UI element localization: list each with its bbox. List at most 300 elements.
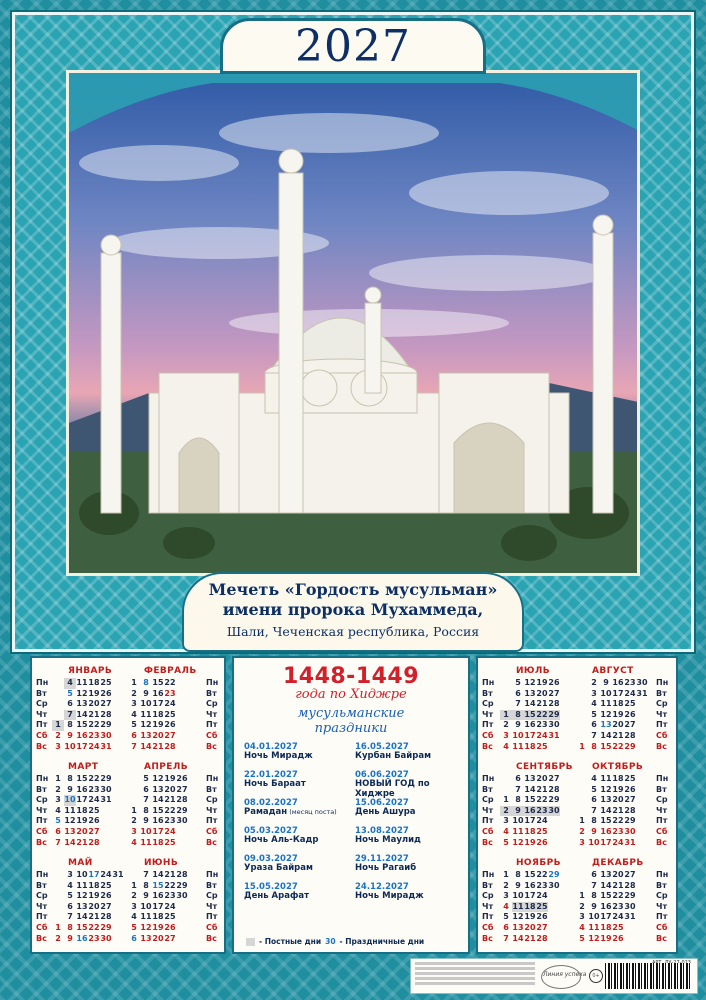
day-cell xyxy=(176,912,188,923)
day-cell: 20 xyxy=(88,699,100,709)
weekday-label: Вт xyxy=(482,784,493,794)
weekday-label: Ср xyxy=(482,891,494,901)
day-cell: 21 xyxy=(536,784,548,794)
calendar-right-half xyxy=(476,656,678,954)
day-cell xyxy=(100,816,112,827)
weekday-label: Ср xyxy=(36,795,48,805)
weekday-label: Пт xyxy=(36,720,48,730)
day-cell: 4 xyxy=(503,741,509,751)
day-cell: 6 xyxy=(515,688,521,698)
holidays-list xyxy=(244,742,458,910)
weekday-column xyxy=(206,678,218,752)
day-cell: 12 xyxy=(76,688,88,698)
day-cell: 26 xyxy=(612,933,624,943)
day-cell xyxy=(576,678,588,689)
day-cell: 9 xyxy=(143,688,149,698)
weekday-label: Ср xyxy=(656,699,668,709)
weekday-label: Пн xyxy=(206,678,219,687)
day-cell: 30 xyxy=(548,805,560,815)
day-cell: 28 xyxy=(624,880,636,890)
day-cell: 2 xyxy=(55,933,61,943)
day-cell: 28 xyxy=(548,699,560,709)
day-cell: 6 xyxy=(131,730,137,740)
day-cell: 12 xyxy=(64,816,76,826)
weekday-label: Сб xyxy=(656,730,668,740)
day-cell: 26 xyxy=(176,774,188,783)
day-cell: 20 xyxy=(612,720,624,730)
day-cell: 12 xyxy=(600,709,612,719)
weekday-column xyxy=(206,870,218,944)
day-cell: 23 xyxy=(164,688,176,698)
day-cell xyxy=(188,891,200,902)
day-cell: 19 xyxy=(88,688,100,698)
day-cell: 4 xyxy=(55,805,61,815)
day-cell: 23 xyxy=(88,933,100,943)
day-cell: 20 xyxy=(524,922,536,932)
day-cell: 16 xyxy=(76,933,88,943)
day-cell: 17 xyxy=(76,795,88,805)
weekday-label: Пн xyxy=(36,870,49,879)
day-cell xyxy=(548,891,560,902)
day-cell: 20 xyxy=(152,933,164,943)
day-cell xyxy=(112,795,124,806)
weekday-label: Пн xyxy=(36,774,49,783)
day-cell: 31 xyxy=(548,730,560,740)
day-cell: 29 xyxy=(624,741,636,751)
day-cell: 12 xyxy=(140,720,152,730)
weekday-label: Пн xyxy=(656,870,669,879)
day-cell: 11 xyxy=(600,699,612,709)
day-cell: 29 xyxy=(100,774,112,783)
day-cell: 12 xyxy=(600,784,612,794)
day-cell: 20 xyxy=(536,774,548,783)
day-cell: 22 xyxy=(612,816,624,826)
month-grid xyxy=(500,774,572,848)
weekday-label: Пт xyxy=(36,816,48,826)
weekday-column xyxy=(36,870,48,944)
weekday-column xyxy=(482,870,494,944)
day-cell: 27 xyxy=(88,826,100,836)
day-cell xyxy=(188,795,200,806)
day-cell: 13 xyxy=(152,784,164,794)
day-cell: 8 xyxy=(143,678,149,687)
day-cell: 22 xyxy=(536,795,548,805)
day-cell: 16 xyxy=(152,816,164,826)
day-cell xyxy=(636,934,648,945)
day-cell: 3 xyxy=(503,730,509,740)
day-cell: 13 xyxy=(512,922,524,932)
holiday-item xyxy=(244,798,347,826)
day-cell xyxy=(176,742,188,753)
month-name: АПРЕЛЬ xyxy=(144,762,188,772)
day-cell: 8 xyxy=(67,720,73,730)
day-cell: 26 xyxy=(536,837,548,847)
day-cell: 25 xyxy=(100,678,112,687)
day-cell: 4 xyxy=(131,912,137,922)
day-cell xyxy=(176,710,188,721)
mosque xyxy=(149,318,569,513)
day-cell xyxy=(112,806,124,817)
holiday-name xyxy=(355,864,458,874)
day-cell: 21 xyxy=(164,870,176,879)
holiday-name-text: Ночь Мирадж xyxy=(244,751,313,761)
day-cell xyxy=(560,806,572,817)
day-cell: 30 xyxy=(636,678,648,687)
day-cell: 11 xyxy=(140,912,152,922)
day-cell: 18 xyxy=(76,805,88,815)
caption-line-1: Мечеть «Гордость мусульман» xyxy=(208,580,498,599)
month-grid xyxy=(128,870,200,944)
day-cell: 11 xyxy=(140,709,152,719)
day-cell: 10 xyxy=(512,730,524,740)
weekday-label: Сб xyxy=(36,826,48,836)
day-cell: 25 xyxy=(536,826,548,836)
holiday-date: 13.08.2027 xyxy=(355,826,409,836)
day-cell: 1 xyxy=(52,720,64,731)
day-cell: 14 xyxy=(512,933,524,943)
day-cell: 17 xyxy=(76,741,88,751)
holiday-date: 16.05.2027 xyxy=(355,742,409,752)
day-cell: 5 xyxy=(591,784,597,794)
day-cell: 8 xyxy=(143,805,149,815)
day-cell: 17 xyxy=(152,901,164,911)
day-cell: 10 xyxy=(140,901,152,911)
day-cell xyxy=(576,689,588,700)
day-cell: 10 xyxy=(76,870,88,879)
day-cell: 9 xyxy=(515,720,521,730)
day-cell: 16 xyxy=(600,826,612,836)
day-cell xyxy=(548,742,560,753)
day-cell: 15 xyxy=(76,720,88,730)
day-cell xyxy=(52,689,64,700)
day-cell: 7 xyxy=(503,933,509,943)
weekday-column xyxy=(656,774,668,848)
day-cell: 15 xyxy=(600,741,612,751)
day-cell xyxy=(176,689,188,700)
day-cell: 19 xyxy=(164,774,176,783)
day-cell xyxy=(548,838,560,849)
day-cell: 30 xyxy=(548,720,560,730)
day-cell xyxy=(188,827,200,838)
day-cell: 3 xyxy=(579,912,585,922)
day-cell xyxy=(188,689,200,700)
weekday-label: Вт xyxy=(482,880,493,890)
weekday-label: Вт xyxy=(656,688,667,698)
weekday-label: Вт xyxy=(206,880,217,890)
weekday-label: Ср xyxy=(206,891,218,901)
day-cell: 21 xyxy=(164,795,176,805)
weekday-label: Ср xyxy=(656,795,668,805)
day-cell: 25 xyxy=(624,699,636,709)
weekday-label: Ср xyxy=(206,795,218,805)
day-cell xyxy=(576,870,588,881)
holiday-name xyxy=(355,780,458,799)
day-cell: 1 xyxy=(579,891,585,901)
day-cell: 13 xyxy=(524,688,536,698)
imprint-text xyxy=(415,962,535,987)
day-cell: 18 xyxy=(524,741,536,751)
day-cell xyxy=(560,689,572,700)
month-pair xyxy=(478,660,676,754)
day-cell xyxy=(548,827,560,838)
day-cell: 19 xyxy=(88,891,100,901)
day-cell: 17 xyxy=(600,912,612,922)
calendar-left-half xyxy=(30,656,226,954)
day-cell xyxy=(176,731,188,742)
month-grid xyxy=(52,870,124,944)
day-cell: 28 xyxy=(548,784,560,794)
month-name: ДЕКАБРЬ xyxy=(592,858,644,868)
day-cell xyxy=(112,827,124,838)
holiday-name-text: Рамадан xyxy=(244,807,288,817)
day-cell: 17 xyxy=(612,688,624,698)
day-cell: 7 xyxy=(64,710,76,721)
day-cell: 28 xyxy=(624,805,636,815)
day-cell xyxy=(636,891,648,902)
month-name: НОЯБРЬ xyxy=(516,858,561,868)
day-cell: 10 xyxy=(140,826,152,836)
weekday-label: Сб xyxy=(656,922,668,932)
day-cell xyxy=(560,785,572,796)
day-cell: 31 xyxy=(112,870,124,879)
day-cell: 28 xyxy=(88,837,100,847)
day-cell: 4 xyxy=(131,709,137,719)
weekday-column xyxy=(36,774,48,848)
day-cell: 1 xyxy=(579,741,585,751)
holiday-name xyxy=(244,752,347,762)
day-cell: 23 xyxy=(536,805,548,815)
weekday-label: Вс xyxy=(36,837,47,847)
day-cell: 25 xyxy=(100,880,112,890)
day-cell: 24 xyxy=(100,870,112,879)
day-cell: 16 xyxy=(600,901,612,911)
day-cell: 27 xyxy=(100,901,112,911)
day-cell: 7 xyxy=(591,880,597,890)
day-cell: 29 xyxy=(176,805,188,815)
day-cell: 20 xyxy=(76,826,88,836)
day-cell xyxy=(188,699,200,710)
day-cell: 17 xyxy=(600,837,612,847)
day-cell: 7 xyxy=(515,699,521,709)
day-cell: 5 xyxy=(503,912,509,922)
weekday-column xyxy=(656,870,668,944)
day-cell: 7 xyxy=(55,837,61,847)
weekday-column xyxy=(482,774,494,848)
day-cell: 2 xyxy=(55,730,61,740)
day-cell: 15 xyxy=(600,891,612,901)
day-cell: 3 xyxy=(579,837,585,847)
day-cell: 27 xyxy=(548,774,560,783)
day-cell: 1 xyxy=(503,795,509,805)
weekday-label: Ср xyxy=(36,699,48,709)
weekday-label: Сб xyxy=(482,730,494,740)
day-cell: 31 xyxy=(624,837,636,847)
day-cell: 8 xyxy=(515,870,521,879)
holiday-name xyxy=(244,864,347,874)
day-cell: 18 xyxy=(524,901,536,911)
day-cell xyxy=(188,742,200,753)
day-cell: 20 xyxy=(164,784,176,794)
day-cell: 4 xyxy=(503,901,509,911)
weekday-label: Вс xyxy=(206,741,217,751)
legend-holiday-label: - Праздничные дни xyxy=(339,937,425,946)
day-cell xyxy=(112,881,124,892)
day-cell: 25 xyxy=(536,901,548,911)
month-name: МАРТ xyxy=(68,762,99,772)
day-cell: 21 xyxy=(88,709,100,719)
day-cell: 16 xyxy=(152,688,164,698)
day-cell: 10 xyxy=(512,891,524,901)
day-cell xyxy=(188,710,200,721)
day-cell: 27 xyxy=(624,720,636,730)
day-cell: 19 xyxy=(76,816,88,826)
weekday-label: Пт xyxy=(482,720,494,730)
day-cell: 2 xyxy=(503,720,509,730)
day-cell: 15 xyxy=(76,774,88,783)
holidays-column-right xyxy=(355,742,458,910)
day-cell: 22 xyxy=(536,709,548,719)
day-cell: 8 xyxy=(591,891,597,901)
day-cell xyxy=(560,870,572,881)
day-cell xyxy=(560,742,572,753)
day-cell: 11 xyxy=(512,741,524,751)
day-cell: 10 xyxy=(140,699,152,709)
weekday-label: Вс xyxy=(482,741,493,751)
weekday-label: Чт xyxy=(206,805,218,815)
month-pair xyxy=(32,852,224,946)
day-cell xyxy=(188,816,200,827)
day-cell: 6 xyxy=(591,870,597,879)
day-cell xyxy=(636,923,648,934)
weekday-label: Сб xyxy=(206,922,218,932)
holiday-item xyxy=(355,770,458,798)
day-cell xyxy=(176,902,188,913)
weekday-label: Пт xyxy=(206,720,218,730)
holiday-date: 09.03.2027 xyxy=(244,854,298,864)
day-cell: 15 xyxy=(152,805,164,815)
day-cell: 15 xyxy=(152,880,164,890)
day-cell: 6 xyxy=(591,795,597,805)
day-cell xyxy=(576,881,588,892)
day-cell: 29 xyxy=(624,891,636,901)
holiday-date: 04.01.2027 xyxy=(244,742,298,752)
hijri-panel xyxy=(232,656,470,954)
month-grid xyxy=(500,870,572,944)
month-grid xyxy=(52,774,124,848)
day-cell: 4 xyxy=(579,922,585,932)
day-cell xyxy=(176,934,188,945)
month-name: ИЮЛЬ xyxy=(516,666,551,676)
weekday-label: Пт xyxy=(656,720,668,730)
clouds xyxy=(79,113,609,337)
day-cell: 18 xyxy=(152,709,164,719)
day-cell xyxy=(636,720,648,731)
day-cell: 19 xyxy=(536,678,548,687)
weekday-label: Чт xyxy=(656,709,668,719)
day-cell: 18 xyxy=(88,678,100,687)
day-cell: 2 xyxy=(131,816,137,826)
day-cell: 7 xyxy=(591,805,597,815)
day-cell xyxy=(636,881,648,892)
day-cell xyxy=(636,838,648,849)
weekday-label: Вт xyxy=(36,688,47,698)
day-cell xyxy=(188,774,200,785)
publisher-logo-text: Линия успеха xyxy=(543,971,587,978)
day-cell xyxy=(560,720,572,731)
weekday-label: Пн xyxy=(482,774,495,783)
holiday-note: (месяц поста) xyxy=(287,808,337,816)
weekday-label: Вс xyxy=(36,933,47,943)
weekday-column xyxy=(206,774,218,848)
day-cell: 17 xyxy=(88,870,100,879)
day-cell xyxy=(636,731,648,742)
day-cell: 15 xyxy=(152,678,164,687)
weekday-column xyxy=(36,678,48,752)
day-cell: 24 xyxy=(88,795,100,805)
weekday-column xyxy=(482,678,494,752)
day-cell: 8 xyxy=(512,710,524,721)
day-cell: 3 xyxy=(55,741,61,751)
day-cell xyxy=(560,678,572,689)
holidays-column-left xyxy=(244,742,347,910)
mosque-photo xyxy=(66,70,640,576)
day-cell xyxy=(576,710,588,721)
day-cell: 14 xyxy=(76,709,88,719)
weekday-label: Ср xyxy=(36,891,48,901)
day-cell: 13 xyxy=(140,730,152,740)
day-cell: 26 xyxy=(536,912,548,922)
holidays-title-line-1: мусульманские xyxy=(297,706,405,721)
day-cell: 23 xyxy=(624,678,636,687)
day-cell: 29 xyxy=(548,795,560,805)
month-name: МАЙ xyxy=(68,858,93,868)
day-cell xyxy=(560,902,572,913)
month-grid xyxy=(52,678,124,752)
day-cell xyxy=(500,689,512,700)
day-cell: 8 xyxy=(591,741,597,751)
day-cell xyxy=(112,699,124,710)
day-cell xyxy=(112,912,124,923)
day-cell: 11 xyxy=(588,922,600,932)
day-cell xyxy=(100,838,112,849)
weekday-label: Вс xyxy=(656,837,667,847)
holiday-name-text: Ночь Рагаиб xyxy=(355,863,417,873)
month-grid xyxy=(576,678,648,752)
day-cell: 5 xyxy=(67,891,73,901)
day-cell: 9 xyxy=(603,678,609,687)
day-cell: 13 xyxy=(600,720,612,730)
day-cell: 7 xyxy=(515,784,521,794)
weekday-label: Ср xyxy=(482,795,494,805)
day-cell xyxy=(128,785,140,796)
weekday-label: Чт xyxy=(656,805,668,815)
weekday-label: Чт xyxy=(482,709,494,719)
day-cell: 20 xyxy=(612,870,624,879)
day-cell: 25 xyxy=(164,837,176,847)
day-cell xyxy=(176,923,188,934)
day-cell xyxy=(52,912,64,923)
holidays-title-line-2: праздники xyxy=(314,721,388,736)
weekday-label: Вс xyxy=(206,837,217,847)
day-cell: 25 xyxy=(612,922,624,932)
day-cell: 19 xyxy=(524,912,536,922)
day-cell: 18 xyxy=(600,922,612,932)
day-cell: 4 xyxy=(64,678,76,689)
weekday-label: Пн xyxy=(656,678,669,687)
day-cell: 22 xyxy=(88,720,100,730)
day-cell: 12 xyxy=(76,891,88,901)
day-cell: 5 xyxy=(55,816,61,826)
